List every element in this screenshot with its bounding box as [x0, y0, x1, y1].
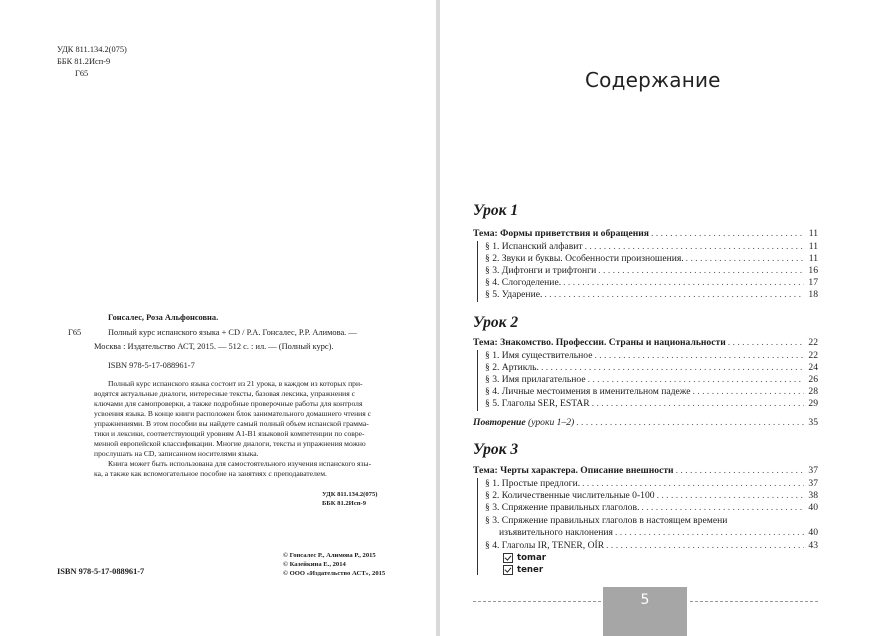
dot-leader — [598, 265, 804, 277]
verb-item[interactable] — [503, 565, 543, 575]
lesson-heading: Урок 1 — [473, 202, 519, 219]
dot-leader — [728, 337, 804, 349]
toc-label: § 2. Звуки и буквы. Особенности произношения. — [485, 253, 684, 264]
toc-item[interactable] — [485, 490, 818, 502]
toc-page: 26 — [808, 374, 818, 385]
lesson-rule — [477, 478, 478, 575]
footer-rule-right — [690, 601, 818, 602]
page-number-tab — [603, 587, 687, 636]
dot-leader — [686, 253, 804, 265]
dot-leader — [576, 417, 804, 429]
toc-page: 16 — [808, 265, 818, 276]
lesson-heading: Урок 3 — [473, 441, 519, 458]
copyright-line: © Гонсалес Р., Алимова Р., 2015 — [283, 552, 376, 559]
dot-leader — [594, 350, 804, 362]
dot-leader — [585, 241, 804, 253]
lesson-rule — [477, 241, 478, 302]
toc-label: изъявительного наклонения — [499, 527, 613, 538]
abstract — [94, 379, 398, 479]
toc-label: § 1. Простые предлоги. — [485, 478, 581, 489]
cutter-code: Г65 — [68, 328, 82, 337]
verb-label: tener — [517, 565, 544, 575]
page-number: 5 — [640, 592, 650, 608]
copyright-line: © ООО «Издательство АСТ», 2015 — [283, 570, 386, 577]
dot-leader — [676, 465, 804, 477]
toc-page: 18 — [808, 289, 818, 300]
checkbox-icon — [503, 553, 513, 563]
toc-page: 22 — [808, 350, 818, 361]
dot-leader — [657, 490, 804, 502]
dot-leader — [541, 362, 804, 374]
toc-topic[interactable] — [473, 228, 818, 240]
toc-item[interactable] — [499, 527, 818, 539]
dot-leader — [641, 502, 804, 514]
dot-leader — [544, 289, 804, 301]
abstract-line: водятся актуальные диалоги, интересные тексты, базовая лексика, упражнения с — [94, 389, 355, 398]
dot-leader — [582, 478, 804, 490]
toc-label — [473, 417, 574, 429]
toc-item[interactable] — [485, 277, 818, 289]
toc-label: Тема: Черты характера. Описание внешности — [473, 465, 674, 476]
toc-page: 22 — [808, 337, 818, 348]
udc-bottom: УДК 811.134.2(075) — [322, 491, 378, 498]
toc-label: § 3. Спряжение правильных глаголов. — [485, 502, 640, 513]
toc-label: § 3. Имя прилагательное — [485, 374, 586, 385]
toc-label: § 1. Имя существительное — [485, 350, 593, 361]
toc-page: 11 — [808, 241, 818, 252]
author: Гонсалес, Роза Альфонсовна. — [108, 313, 219, 322]
toc-label: § 4. Слогоделение. — [485, 277, 562, 288]
toc-item-line-1[interactable]: § 3. Спряжение правильных глаголов в настоящем времени — [485, 515, 728, 526]
toc-page: 37 — [808, 465, 818, 476]
dot-leader — [615, 527, 804, 539]
dot-leader — [606, 540, 804, 552]
review-label: Повторение — [473, 417, 526, 428]
toc-page: 37 — [808, 478, 818, 489]
review-suffix: (уроки 1–2) — [525, 417, 575, 428]
toc-label: § 3. Дифтонги и трифтонги — [485, 265, 597, 276]
dot-leader — [651, 228, 804, 240]
abstract-line: ка, а также как вспомогательное пособие на занятиях с преподавателем. — [94, 469, 327, 478]
abstract-line: упражнениями. В этом пособии вы найдете самый полный объем испанской грамма- — [94, 419, 369, 428]
bbk-top: ББК 81.2Исп-9 — [57, 57, 111, 66]
toc-page: 29 — [808, 398, 818, 409]
toc-item[interactable] — [485, 386, 818, 398]
biblio-line-2: Москва : Издательство АСТ, 2015. — 512 с. : ил. — (Полный курс). — [94, 342, 334, 351]
toc-item[interactable] — [485, 398, 818, 410]
abstract-line: Книга может быть использована для самостоятельного изучения испанского язы- — [108, 459, 372, 468]
toc-page: 40 — [808, 502, 818, 513]
toc-page: 11 — [808, 253, 818, 264]
toc-item[interactable] — [485, 362, 818, 374]
toc-item[interactable] — [485, 241, 818, 253]
toc-page: 17 — [808, 277, 818, 288]
isbn: ISBN 978-5-17-088961-7 — [108, 361, 195, 370]
abstract-line: тики и лексики, соответствующий уровням А1-В1 языковой компетенции по совре- — [94, 429, 365, 438]
copyright-line: © Казейкина Е., 2014 — [283, 561, 346, 568]
dot-leader — [592, 398, 804, 410]
toc-item[interactable] — [485, 374, 818, 386]
lesson-heading: Урок 2 — [473, 314, 519, 331]
toc-label: § 4. Личные местоимения в именительном падеже — [485, 386, 691, 397]
toc-label: Тема: Знакомство. Профессии. Страны и национальности — [473, 337, 726, 348]
isbn-bottom: ISBN 978-5-17-088961-7 — [57, 567, 145, 576]
toc-label: § 2. Количественные числительные 0-100 — [485, 490, 655, 501]
abstract-line: прослушать на CD, записанном носителями языка. — [94, 449, 259, 458]
toc-item[interactable] — [485, 265, 818, 277]
toc-item[interactable] — [485, 478, 818, 490]
footer-rule-left — [473, 601, 601, 602]
verb-item[interactable] — [503, 553, 546, 563]
toc-item[interactable] — [485, 502, 818, 514]
abstract-line: менной европейской классификации. Многие диалоги, тексты и упражнения можно — [94, 439, 366, 448]
abstract-line: ключами для самопроверки, а также подробные проверочные работы для контроля — [94, 399, 363, 408]
checkbox-icon — [503, 565, 513, 575]
toc-page: 11 — [808, 228, 818, 239]
toc-page: 35 — [808, 417, 818, 428]
toc-label: § 2. Артикль. — [485, 362, 539, 373]
lesson-rule — [477, 350, 478, 411]
abstract-line: Полный курс испанского языка состоит из 21 урока, в каждом из которых при- — [108, 379, 363, 388]
toc-label: Тема: Формы приветствия и обращения — [473, 228, 649, 239]
verb-label: tomar — [517, 553, 547, 563]
biblio-line-1: Полный курс испанского языка + CD / Р.А. Гонсалес, Р.Р. Алимова. — — [108, 328, 357, 337]
toc-item[interactable] — [485, 253, 818, 265]
toc-item[interactable] — [485, 540, 818, 552]
toc-page: 28 — [808, 386, 818, 397]
dot-leader — [693, 386, 804, 398]
toc-page: 38 — [808, 490, 818, 501]
toc-page: 43 — [808, 540, 818, 551]
dot-leader — [563, 277, 804, 289]
abstract-line: усвоения языка. В конце книги расположен блок занимательного домашнего чтения с — [94, 409, 371, 418]
toc-topic[interactable] — [473, 337, 818, 349]
toc-item[interactable] — [485, 350, 818, 362]
toc-review[interactable] — [473, 417, 818, 429]
toc-label: § 5. Глаголы SER, ESTAR — [485, 398, 590, 409]
toc-topic[interactable] — [473, 465, 818, 477]
cutter-top: Г65 — [75, 69, 89, 78]
dot-leader — [588, 374, 804, 386]
page-title: Содержание — [585, 68, 721, 92]
toc-page: 24 — [808, 362, 818, 373]
bbk-bottom: ББК 81.2Исп-9 — [322, 500, 367, 507]
udc-top: УДК 811.134.2(075) — [57, 45, 127, 54]
toc-item[interactable] — [485, 289, 818, 301]
toc-label: § 4. Глаголы IR, TENER, OÍR — [485, 540, 605, 551]
toc-label: § 5. Ударение. — [485, 289, 543, 300]
toc-page: 40 — [808, 527, 818, 538]
left-page — [0, 0, 436, 636]
toc-label: § 1. Испанский алфавит — [485, 241, 583, 252]
